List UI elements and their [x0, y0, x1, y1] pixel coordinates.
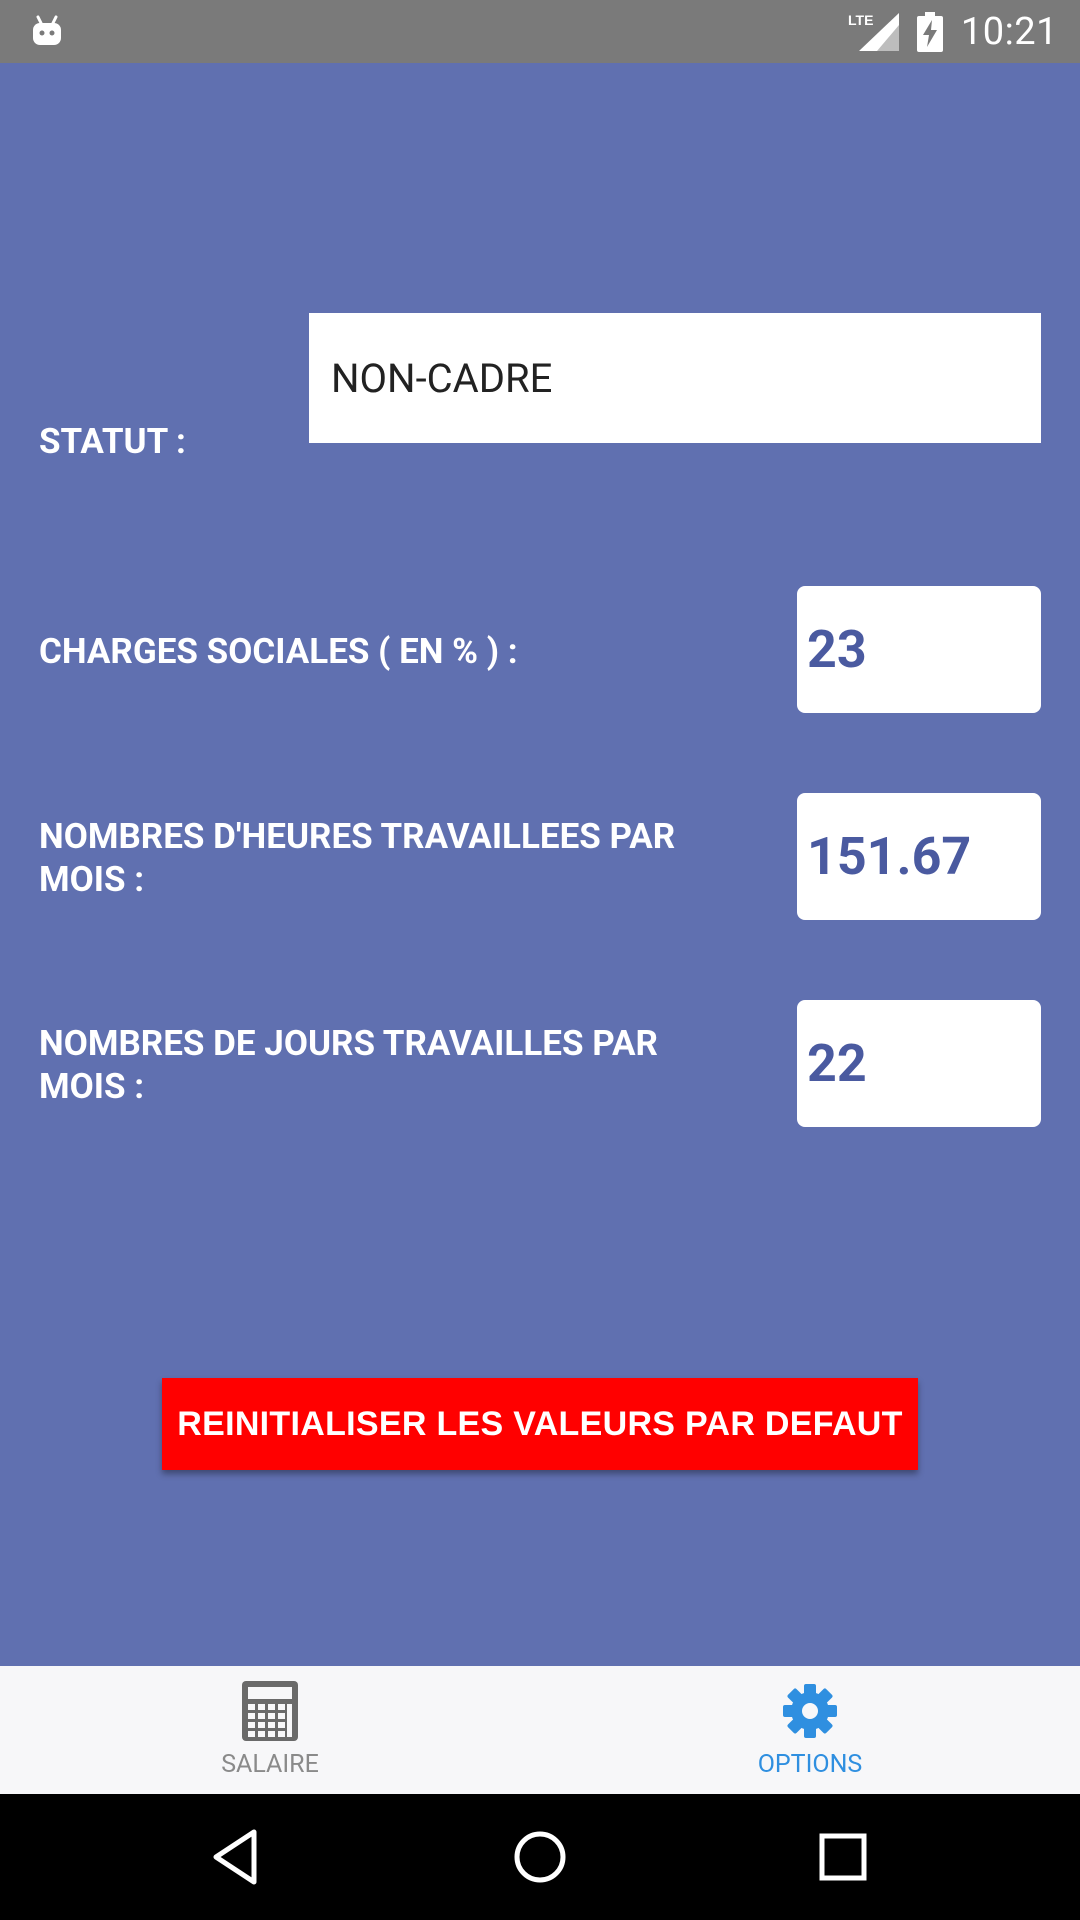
calculator-icon: [239, 1680, 301, 1742]
heures-label-line2: MOIS :: [39, 859, 145, 900]
charges-sociales-input[interactable]: [797, 586, 1041, 713]
lte-signal-icon: [847, 11, 899, 53]
statut-dropdown[interactable]: [309, 313, 1041, 443]
jours-label-line2: MOIS :: [39, 1066, 145, 1107]
gear-icon: [779, 1680, 841, 1742]
jours-travailles-value: 22: [807, 1033, 867, 1094]
statut-value: NON-CADRE: [331, 354, 553, 402]
jours-travailles-input[interactable]: [797, 1000, 1041, 1127]
statut-label: STATUT :: [39, 421, 186, 462]
battery-charging-icon: [917, 12, 943, 52]
bottom-navigation: [0, 1666, 1080, 1794]
jours-travailles-label: [39, 1022, 658, 1108]
recents-icon[interactable]: [810, 1824, 876, 1890]
home-icon[interactable]: [507, 1824, 573, 1890]
heures-travaillees-input[interactable]: [797, 793, 1041, 920]
charges-sociales-value: 23: [807, 619, 867, 680]
android-notification-icon: [30, 14, 64, 48]
nav-label-options: OPTIONS: [757, 1750, 863, 1779]
status-bar: [0, 0, 1080, 63]
nav-item-salaire[interactable]: [0, 1666, 540, 1794]
nav-label-salaire: SALAIRE: [221, 1750, 319, 1779]
jours-label-line1: NOMBRES DE JOURS TRAVAILLES PAR: [39, 1023, 658, 1064]
clock: 10:21: [960, 9, 1058, 54]
charges-sociales-label: CHARGES SOCIALES ( EN % ) :: [39, 631, 518, 672]
heures-travaillees-label: [39, 815, 675, 901]
reset-defaults-button[interactable]: REINITIALISER LES VALEURS PAR DEFAUT: [162, 1378, 918, 1470]
system-navigation-bar: [0, 1794, 1080, 1920]
heures-travaillees-value: 151.67: [807, 826, 972, 887]
back-icon[interactable]: [204, 1824, 270, 1890]
heures-label-line1: NOMBRES D'HEURES TRAVAILLEES PAR: [39, 816, 676, 857]
nav-item-options[interactable]: [540, 1666, 1080, 1794]
network-type-label: LTE: [847, 11, 874, 28]
